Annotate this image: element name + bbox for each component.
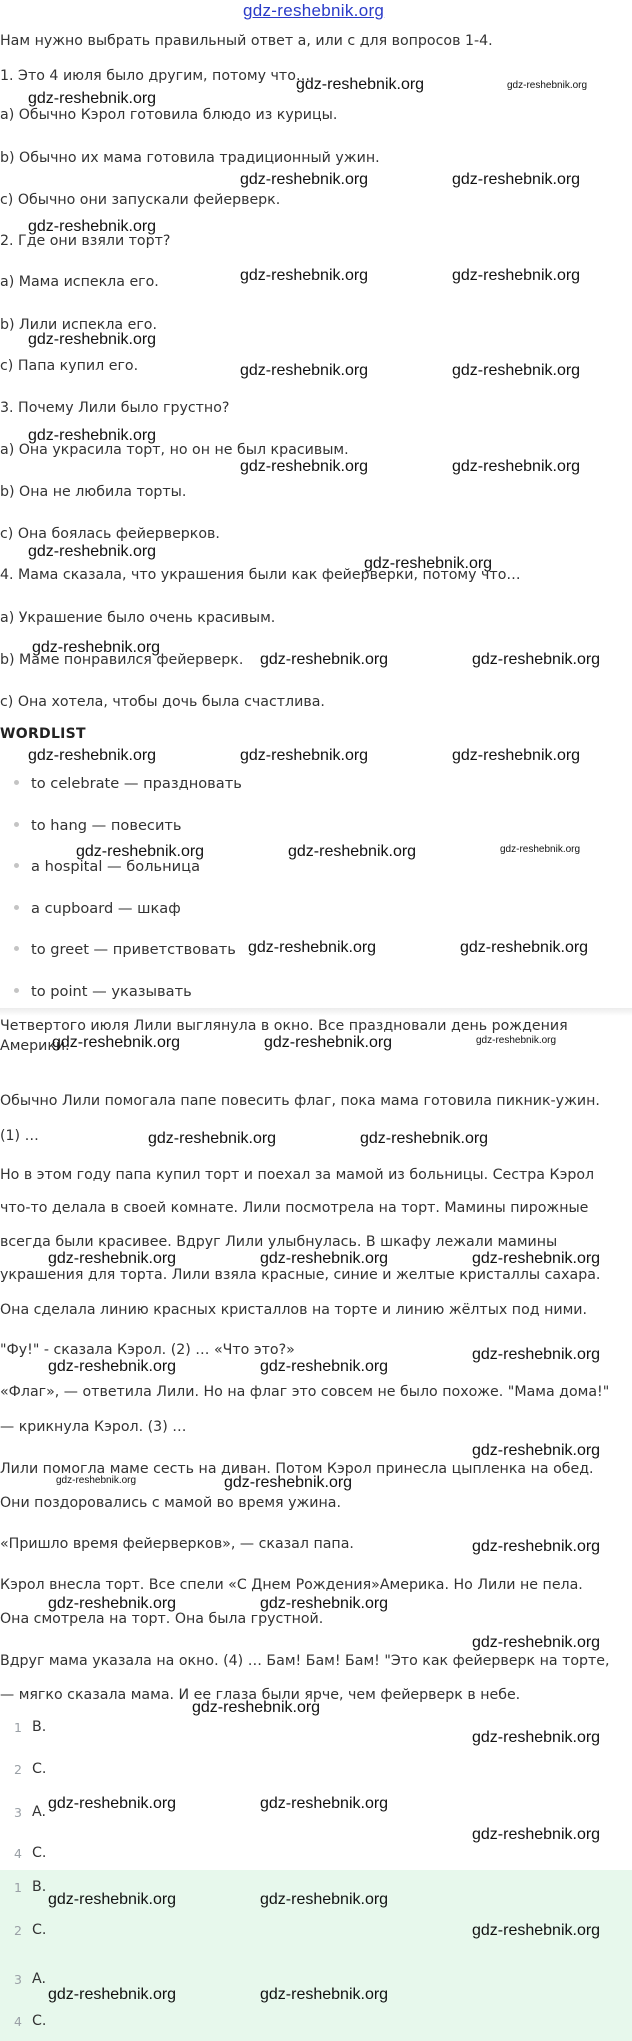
- watermark: gdz-reshebnik.org: [452, 747, 581, 764]
- watermark: gdz-reshebnik.org: [28, 90, 157, 107]
- watermark: gdz-reshebnik.org: [476, 1035, 557, 1046]
- watermark: gdz-reshebnik.org: [28, 543, 157, 560]
- watermark: gdz-reshebnik.org: [192, 1699, 321, 1716]
- watermark-link[interactable]: gdz-reshebnik.org: [243, 1, 385, 20]
- watermark: gdz-reshebnik.org: [472, 1922, 601, 1939]
- watermark: gdz-reshebnik.org: [472, 1250, 601, 1267]
- watermark: gdz-reshebnik.org: [240, 171, 369, 188]
- answer-number: 3: [14, 1805, 22, 1820]
- watermark: gdz-reshebnik.org: [460, 939, 589, 956]
- watermark: gdz-reshebnik.org: [32, 639, 161, 656]
- story-line: Но в этом году папа купил торт и поехал за мамой из больницы. Сестра Кэрол: [0, 1167, 595, 1183]
- story-line: что-то делала в своей комнате. Лили посмотрела на торт. Мамины пирожные: [0, 1200, 589, 1216]
- watermark: gdz-reshebnik.org: [48, 1358, 177, 1375]
- watermark: gdz-reshebnik.org: [240, 267, 369, 284]
- wordlist-item-text: to hang — повесить: [31, 817, 182, 834]
- story-line: — мягко сказала мама. И ее глаза были ярче, чем фейерверк в небе.: [0, 1687, 521, 1703]
- watermark: gdz-reshebnik.org: [472, 1826, 601, 1843]
- bullet-icon: [14, 905, 19, 910]
- answer-value: A.: [32, 1971, 46, 1987]
- story-line: Она сделала линию красных кристаллов на торте и линию жёлтых под ними.: [0, 1302, 588, 1318]
- wordlist-item: [14, 817, 182, 834]
- answer-number: 4: [14, 2014, 22, 2029]
- answer-value: B.: [32, 1879, 47, 1895]
- bullet-icon: [14, 946, 19, 951]
- answer-number: 1: [14, 1720, 22, 1735]
- watermark: gdz-reshebnik.org: [472, 1538, 601, 1555]
- question-3-option-c: c) Она боялась фейерверков.: [0, 526, 220, 542]
- answer-value: C.: [32, 1761, 47, 1777]
- question-4: 4. Мама сказала, что украшения были как фейерверки, потому что…: [0, 567, 521, 583]
- question-4-option-b: b) Маме понравился фейерверк.: [0, 652, 244, 668]
- question-1: 1. Это 4 июля было другим, потому что…: [0, 68, 311, 84]
- watermark: gdz-reshebnik.org: [507, 80, 588, 91]
- watermark: gdz-reshebnik.org: [48, 1986, 177, 2003]
- wordlist-item: [14, 775, 242, 792]
- watermark: gdz-reshebnik.org: [472, 1442, 601, 1459]
- answer-value: C.: [32, 1845, 47, 1861]
- watermark: gdz-reshebnik.org: [248, 939, 377, 956]
- watermark: gdz-reshebnik.org: [452, 171, 581, 188]
- question-3: 3. Почему Лили было грустно?: [0, 400, 230, 416]
- instruction-text: Нам нужно выбрать правильный ответ a, или c для вопросов 1-4.: [0, 33, 493, 49]
- story-line: "Фу!" - сказала Кэрол. (2) … «Что это?»: [0, 1342, 295, 1358]
- watermark: gdz-reshebnik.org: [52, 1034, 181, 1051]
- watermark: gdz-reshebnik.org: [472, 651, 601, 668]
- story-line: Четвертого июля Лили выглянула в окно. Все праздновали день рождения: [0, 1018, 568, 1034]
- story-line: Она смотрела на торт. Она была грустной.: [0, 1611, 324, 1627]
- watermark: gdz-reshebnik.org: [452, 362, 581, 379]
- watermark: gdz-reshebnik.org: [48, 1795, 177, 1812]
- watermark: gdz-reshebnik.org: [452, 267, 581, 284]
- answer-value: B.: [32, 1719, 47, 1735]
- watermark: gdz-reshebnik.org: [296, 76, 425, 93]
- watermark: gdz-reshebnik.org: [48, 1250, 177, 1267]
- wordlist-item-text: a hospital — больница: [31, 858, 201, 875]
- watermark: gdz-reshebnik.org: [472, 1346, 601, 1363]
- story-line: «Пришло время фейерверков», — сказал папа.: [0, 1536, 354, 1552]
- answer-value: C.: [32, 1922, 47, 1938]
- story-line: (1) …: [0, 1128, 39, 1144]
- answer-number: 2: [14, 1923, 22, 1938]
- watermark: gdz-reshebnik.org: [260, 1795, 389, 1812]
- story-line: Обычно Лили помогала папе повесить флаг, пока мама готовила пикник-ужин.: [0, 1093, 600, 1109]
- answer-number: 2: [14, 1762, 22, 1777]
- wordlist-item: [14, 941, 236, 958]
- watermark: gdz-reshebnik.org: [28, 427, 157, 444]
- wordlist-title: WORDLIST: [0, 726, 86, 742]
- story-line: Они поздоровались с мамой во время ужина.: [0, 1495, 341, 1511]
- watermark: gdz-reshebnik.org: [452, 458, 581, 475]
- question-4-option-a: a) Украшение было очень красивым.: [0, 610, 276, 626]
- answer-number: 4: [14, 1846, 22, 1861]
- wordlist-item-text: to greet — приветствовать: [31, 941, 236, 958]
- story-line: Лили помогла маме сесть на диван. Потом Кэрол принесла цыпленка на обед.: [0, 1461, 594, 1477]
- watermark: gdz-reshebnik.org: [148, 1130, 277, 1147]
- watermark: gdz-reshebnik.org: [56, 1475, 137, 1486]
- question-3-option-a: a) Она украсила торт, но он не был красивым.: [0, 442, 349, 458]
- wordlist-item: [14, 983, 192, 1000]
- question-2: 2. Где они взяли торт?: [0, 233, 171, 249]
- watermark: gdz-reshebnik.org: [48, 1595, 177, 1612]
- watermark: gdz-reshebnik.org: [264, 1034, 393, 1051]
- watermark: gdz-reshebnik.org: [240, 362, 369, 379]
- watermark: gdz-reshebnik.org: [28, 747, 157, 764]
- watermark: gdz-reshebnik.org: [260, 1986, 389, 2003]
- question-2-option-a: a) Мама испекла его.: [0, 274, 159, 290]
- watermark: gdz-reshebnik.org: [240, 458, 369, 475]
- watermark: gdz-reshebnik.org: [260, 1891, 389, 1908]
- wordlist-item-text: to celebrate — праздновать: [31, 775, 242, 792]
- watermark: gdz-reshebnik.org: [76, 843, 205, 860]
- story-line: — крикнула Кэрол. (3) …: [0, 1419, 187, 1435]
- watermark: gdz-reshebnik.org: [364, 555, 493, 572]
- question-4-option-c: c) Она хотела, чтобы дочь была счастлива.: [0, 694, 325, 710]
- bullet-icon: [14, 863, 19, 868]
- bullet-icon: [14, 780, 19, 785]
- watermark: gdz-reshebnik.org: [500, 844, 581, 855]
- answer-number: 1: [14, 1880, 22, 1895]
- story-line: всегда были красивее. Вдруг Лили улыбнулась. В шкафу лежали мамины: [0, 1234, 558, 1250]
- story-line: украшения для торта. Лили взяла красные, синие и желтые кристаллы сахара.: [0, 1267, 601, 1283]
- story-line: Америки.: [0, 1038, 70, 1054]
- section-divider: [0, 1008, 632, 1016]
- question-2-option-b: b) Лили испекла его.: [0, 317, 157, 333]
- answer-value: C.: [32, 2013, 47, 2029]
- watermark: gdz-reshebnik.org: [28, 218, 157, 235]
- answer-value: A.: [32, 1804, 46, 1820]
- question-1-option-c: c) Обычно они запускали фейерверк.: [0, 192, 281, 208]
- story-line: Вдруг мама указала на окно. (4) … Бам! Бам! Бам! "Это как фейерверк на торте,: [0, 1653, 610, 1669]
- wordlist-item: [14, 900, 181, 917]
- wordlist-item-text: to point — указывать: [31, 983, 192, 1000]
- wordlist-item-text: a cupboard — шкаф: [31, 900, 181, 917]
- watermark: gdz-reshebnik.org: [28, 331, 157, 348]
- watermark: gdz-reshebnik.org: [260, 1358, 389, 1375]
- bullet-icon: [14, 822, 19, 827]
- question-3-option-b: b) Она не любила торты.: [0, 484, 187, 500]
- watermark: gdz-reshebnik.org: [260, 651, 389, 668]
- watermark: gdz-reshebnik.org: [260, 1250, 389, 1267]
- answer-number: 3: [14, 1972, 22, 1987]
- question-1-option-b: b) Обычно их мама готовила традиционный ужин.: [0, 150, 380, 166]
- watermark: gdz-reshebnik.org: [288, 843, 417, 860]
- watermark: gdz-reshebnik.org: [240, 747, 369, 764]
- question-1-option-a: a) Обычно Кэрол готовила блюдо из курицы.: [0, 107, 338, 123]
- watermark: gdz-reshebnik.org: [48, 1891, 177, 1908]
- story-line: Кэрол внесла торт. Все спели «С Днем Рождения»Америка. Но Лили не пела.: [0, 1577, 583, 1593]
- watermark: gdz-reshebnik.org: [260, 1595, 389, 1612]
- question-2-option-c: c) Папа купил его.: [0, 358, 139, 374]
- watermark: gdz-reshebnik.org: [472, 1634, 601, 1651]
- story-line: «Флаг», — ответила Лили. Но на флаг это совсем не было похоже. "Мама дома!": [0, 1384, 610, 1400]
- bullet-icon: [14, 988, 19, 993]
- watermark: gdz-reshebnik.org: [224, 1474, 353, 1491]
- watermark: gdz-reshebnik.org: [472, 1729, 601, 1746]
- watermark: gdz-reshebnik.org: [360, 1130, 489, 1147]
